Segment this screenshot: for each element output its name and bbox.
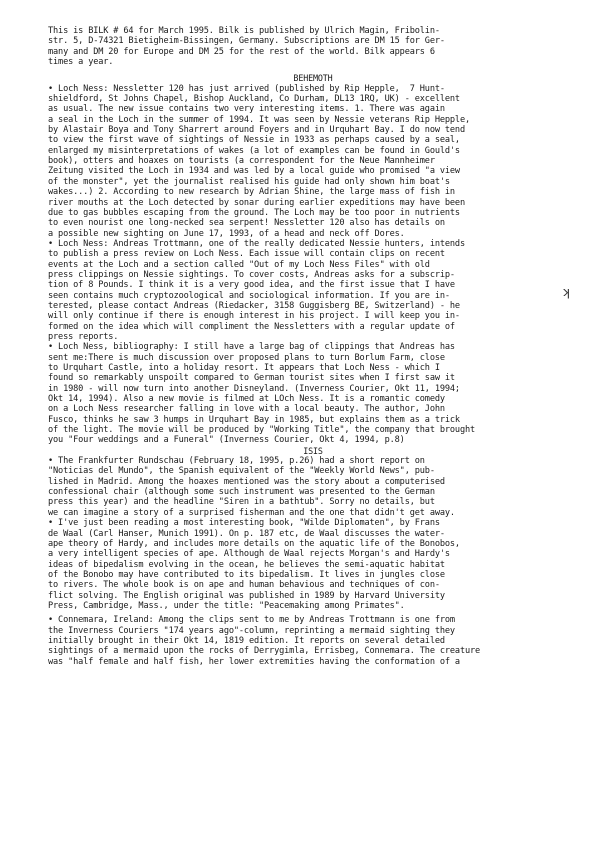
text-line: Okt 14, 1994). Also a new movie is filmed at LOch Ness. It is a romantic comedy [48,394,445,405]
text-line: book), otters and hoaxes on tourists (a correspondent for the Neue Mannheimer [48,156,435,167]
text-line: This is BILK # 64 for March 1995. Bilk is published by Ulrich Magin, Fribolin- [48,26,440,36]
text-line: confessional chair (although some such instrument was presented to the German [48,487,435,498]
text-line: sent me:There is much discussion over proposed plans to turn Borlum Farm, close [48,352,445,363]
text-line: of the Bonobo may have contributed to its bipedalism. It lives in jungles close [48,569,445,580]
handwritten-margin-mark: ʞ [562,285,571,299]
text-line: found so remarkably unspoilt compared to German tourist sites when I first saw it [48,373,455,384]
text-line: wakes...) 2. According to new research by Adrian Shine, the large mass of fish in [48,187,455,198]
text-line: • Connemara, Ireland: Among the clips sent to me by Andreas Trottmann is one from [48,615,455,626]
text-line: terested, please contact Andreas (Riedacker, 3158 Guggisberg BE, Switzerland) - he [48,300,460,311]
text-line: ape theory of Hardy, and includes more details on the aquatic life of the Bonobos, [48,538,460,549]
section-heading-isis: ISIS [303,445,323,456]
text-line: shieldford, St Johns Chapel, Bishop Auckland, Co Durham, DL13 1RQ, UK) - excellent [48,94,460,105]
text-line: to Urquhart Castle, into a holiday resort. It appears that Loch Ness - which I [48,363,440,373]
text-line: will only continue if there is enough interest in his project. I will keep you in- [48,311,460,322]
text-line: in 1980 - will now turn into another Disneyland. (Inverness Courier, Okt 11, 1994; [48,383,460,394]
text-line: press this year) and the headline "Siren in a bathtub". Sorry no details, but [48,497,435,508]
text-line: • Loch Ness: Nessletter 120 has just arrived (published by Rip Hepple, 7 Hunt- [48,83,445,94]
text-line: • Loch Ness, bibliography: I still have a large bag of clippings that Andreas has [48,342,455,353]
text-line: • Loch Ness: Andreas Trottmann, one of the really dedicated Nessie hunters, intends [48,238,465,249]
text-line: initially brought in their Okt 14, 1819 edition. It reports on several detailed [48,635,445,646]
text-line: • The Frankfurter Rundschau (February 18, 1995, p.26) had a short report on [48,456,425,467]
text-line: times a year. [48,57,114,68]
text-line: "Noticias del Mundo", the Spanish equivalent of the "Weekly World News", pub- [48,466,435,477]
text-line: as usual. The new issue contains two very interesting items. 1. There was again [48,104,445,115]
text-line: Press, Cambridge, Mass., under the title: "Peacemaking among Primates". [48,600,405,611]
text-line: to publish a press review on Loch Ness. Each issue will contain clips on recent [48,249,445,260]
text-line: enlarged my misinterpretations of wakes (a lot of examples can be found in Gould's [48,145,460,156]
text-line: was "half female and half fish, her lower extremities having the conformation of a [48,656,460,667]
text-line: events at the Loch and a section called "Out of my Loch Ness Files" with old [48,259,430,270]
intro-paragraph [48,26,578,67]
text-line: • I've just been reading a most interesting book, "Wilde Diplomaten", by Frans [48,518,440,529]
text-line: ideas of bipedalism evolving in the ocean, he believes the semi-aquatic habitat [48,559,445,570]
text-line: seen contains much cryptozoological and sociological information. If you are in- [48,290,450,301]
text-line: you "Four weddings and a Funeral" (Inverness Courier, Okt 4, 1994, p.8) [48,435,405,446]
text-line: sightings of a mermaid upon the rocks of Derrygimla, Errisbeg, Connemara. The creature [48,646,481,657]
text-line: flict solving. The English original was published in 1989 by Harvard University [48,590,445,601]
text-line: a very intelligent species of ape. Although de Waal rejects Morgan's and Hardy's [48,549,450,560]
text-line: a seal in the Loch in the summer of 1994. It was seen by Nessie veterans Rip Hepple, [48,114,471,125]
text-line: tion of 8 Pounds. I think it is a very good idea, and the first issue that I have [48,280,455,291]
section-connemara [48,615,578,667]
text-line: Fusco, thinks he saw 3 humps in Urquhart Bay in 1985, but explains them as a trick [48,414,460,425]
text-line: river mouths at the Loch detected by sonar during earlier expeditions may have been [48,197,465,208]
text-column [48,26,578,667]
text-line: of the monster", yet the journalist realised his guide had only shown him boat's [48,176,450,187]
text-line: we can imagine a story of a surprised fisherman and the one that didn't get away. [48,507,455,518]
text-line: of the light. The movie will be produced by "Working Title", the company that brought [48,425,476,436]
text-line: Zeitung visited the Loch in 1934 and was led by a local guide who promised "a view [48,166,460,177]
text-line: due to gas bubbles escaping from the ground. The Loch may be too poor in nutrients [48,207,460,218]
text-line: the Inverness Couriers "174 years ago"-column, reprinting a mermaid sighting they [48,625,455,636]
text-line: many and DM 20 for Europe and DM 25 for the rest of the world. Bilk appears 6 [48,46,435,57]
text-line: de Waal (Carl Hanser, Munich 1991). On p. 187 etc, de Waal discusses the water- [48,528,445,539]
text-line: a possible new sighting on June 17, 1993, of a head and neck off Dores. [48,228,405,239]
text-line: lished in Madrid. Among the hoaxes mentioned was the story about a computerised [48,476,445,487]
text-line: to rivers. The whole book is on ape and human behavious and techniques of con- [48,580,440,591]
section-heading-behemoth: BEHEMOTH [293,73,333,84]
text-line: str. 5, D-74321 Bietigheim-Bissingen, Germany. Subscriptions are DM 15 for Ger- [48,36,445,47]
text-line: press reports. [48,331,119,342]
text-line: to even nourist one long-necked sea serpent! Nessletter 120 also has details on [48,218,445,229]
section-isis [48,456,578,611]
text-line: on a Loch Ness researcher falling in love with a local beauty. The author, John [48,404,445,415]
text-line: by Alastair Boya and Tony Sharrert around Foyers and in Urquhart Bay. I do now tend [48,125,465,136]
text-line: press clippings on Nessie sightings. To cover costs, Andreas asks for a subscrip- [48,269,455,280]
text-line: formed on the idea which will compliment the Nessletters with a regular update of [48,321,455,332]
section-behemoth [48,84,578,446]
text-line: to view the first wave of sightings of Nessie in 1933 as perhaps caused by a seal, [48,135,460,146]
